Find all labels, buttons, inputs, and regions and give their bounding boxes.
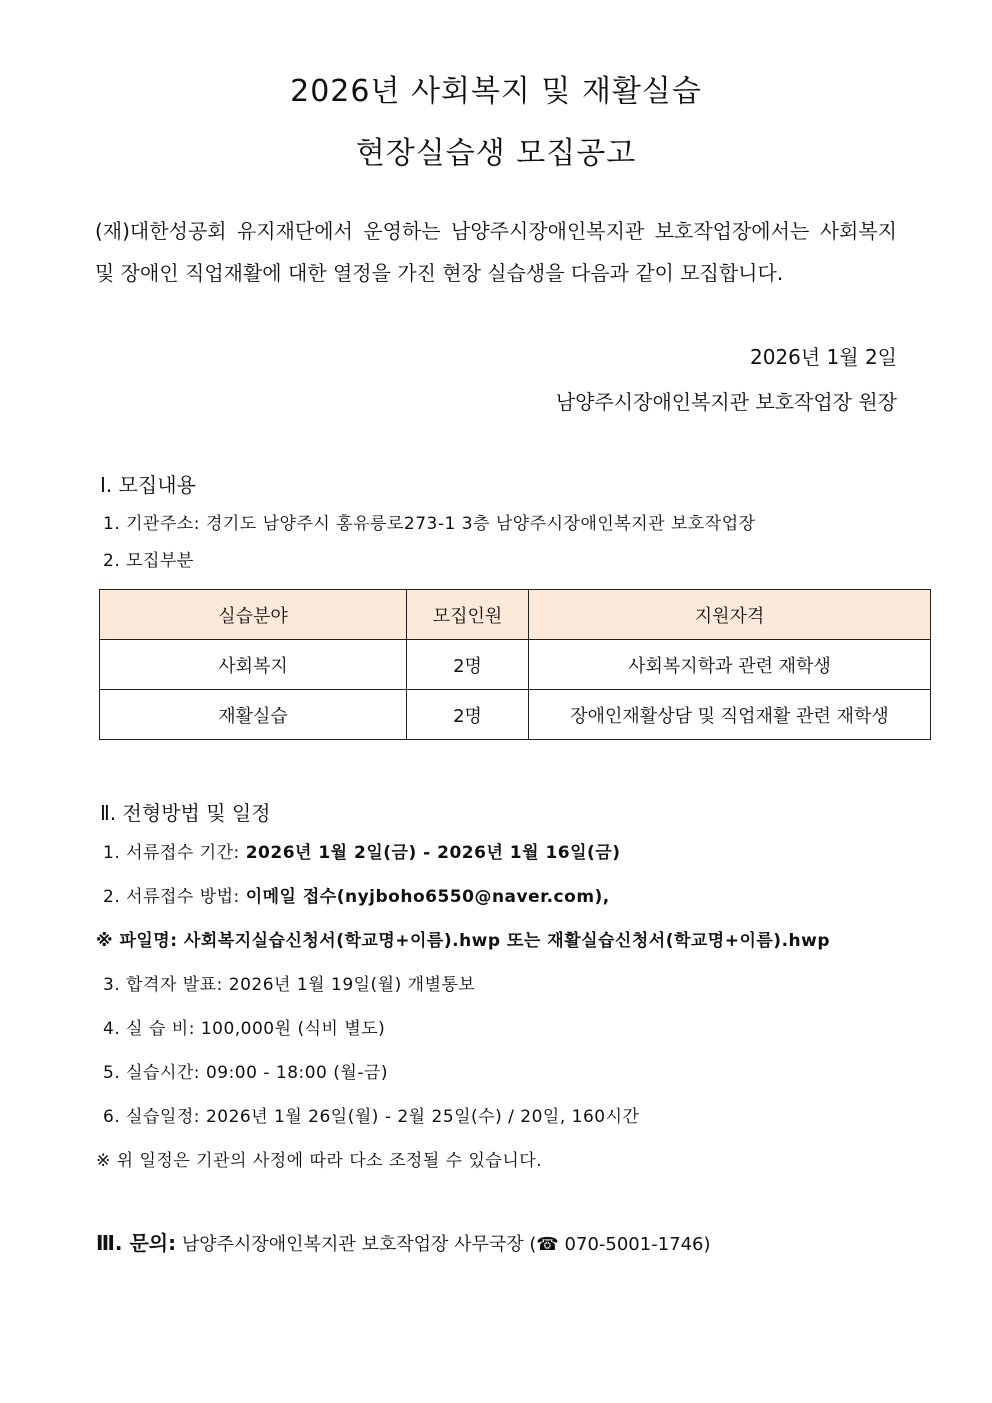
- section-2-item-4: 4. 실 습 비: 100,000원 (식비 별도): [103, 1019, 386, 1039]
- table-header-qualification: 지원자격: [529, 590, 931, 640]
- issuer: 남양주시장애인복지관 보호작업장 원장: [555, 390, 897, 414]
- table-header-field: 실습분야: [100, 590, 407, 640]
- section-2-item-1: [103, 838, 621, 863]
- section-2-item-5: 5. 실습시간: 09:00 - 18:00 (월-금): [103, 1063, 389, 1083]
- section-2-heading: Ⅱ. 전형방법 및 일정: [100, 801, 271, 825]
- item-2-label: 2. 서류접수 방법:: [103, 887, 246, 907]
- intro-paragraph: (재)대한성공회 유지재단에서 운영하는 남양주시장애인복지관 보호작업장에서는 사회복지 및 장애인 직업재활에 대한 열정을 가진 현장 실습생을 다음과 같이 모집합니다.: [95, 219, 897, 285]
- section-3-heading: Ⅲ. 문의:: [96, 1231, 177, 1255]
- section-1-item-2: 2. 모집부분: [103, 551, 194, 571]
- section-2-item-6: 6. 실습일정: 2026년 1월 26일(월) - 2월 25일(수) / 20일, 160시간: [103, 1107, 640, 1127]
- table-cell: 2명: [407, 690, 529, 740]
- item-2-value: 이메일 접수(nyjboho6550@naver.com),: [245, 887, 610, 907]
- table-header-row: [100, 590, 931, 640]
- title-line-2: 현장실습생 모집공고: [355, 136, 637, 171]
- section-3-contact: [96, 1227, 711, 1256]
- recruitment-table: [99, 589, 931, 740]
- table-cell: 2명: [407, 640, 529, 690]
- table-cell: 재활실습: [100, 690, 407, 740]
- table-row: [100, 640, 931, 690]
- item-1-value: 2026년 1월 2일(금) - 2026년 1월 16일(금): [245, 843, 621, 863]
- schedule-note: ※ 위 일정은 기관의 사정에 따라 다소 조정될 수 있습니다.: [96, 1151, 543, 1171]
- table-header-count: 모집인원: [407, 590, 529, 640]
- table-row: [100, 690, 931, 740]
- section-2-item-2: [103, 882, 610, 907]
- table-cell: 장애인재활상담 및 직업재활 관련 재학생: [529, 690, 931, 740]
- section-2-item-3: 3. 합격자 발표: 2026년 1월 19일(월) 개별통보: [103, 975, 476, 995]
- file-name-note: ※ 파일명: 사회복지실습신청서(학교명+이름).hwp 또는 재활실습신청서(학교명+이름).hwp: [96, 931, 831, 951]
- table-cell: 사회복지: [100, 640, 407, 690]
- section-1-heading: Ⅰ. 모집내용: [100, 473, 196, 497]
- contact-info: 남양주시장애인복지관 보호작업장 사무국장 (☎ 070-5001-1746): [181, 1234, 711, 1255]
- section-1-item-1: 1. 기관주소: 경기도 남양주시 홍유릉로273-1 3층 남양주시장애인복지관 보호작업장: [103, 514, 756, 534]
- announcement-date: 2026년 1월 2일: [749, 345, 897, 369]
- table-cell: 사회복지학과 관련 재학생: [529, 640, 931, 690]
- item-1-label: 1. 서류접수 기간:: [103, 843, 246, 863]
- title-line-1: 2026년 사회복지 및 재활실습: [290, 74, 702, 109]
